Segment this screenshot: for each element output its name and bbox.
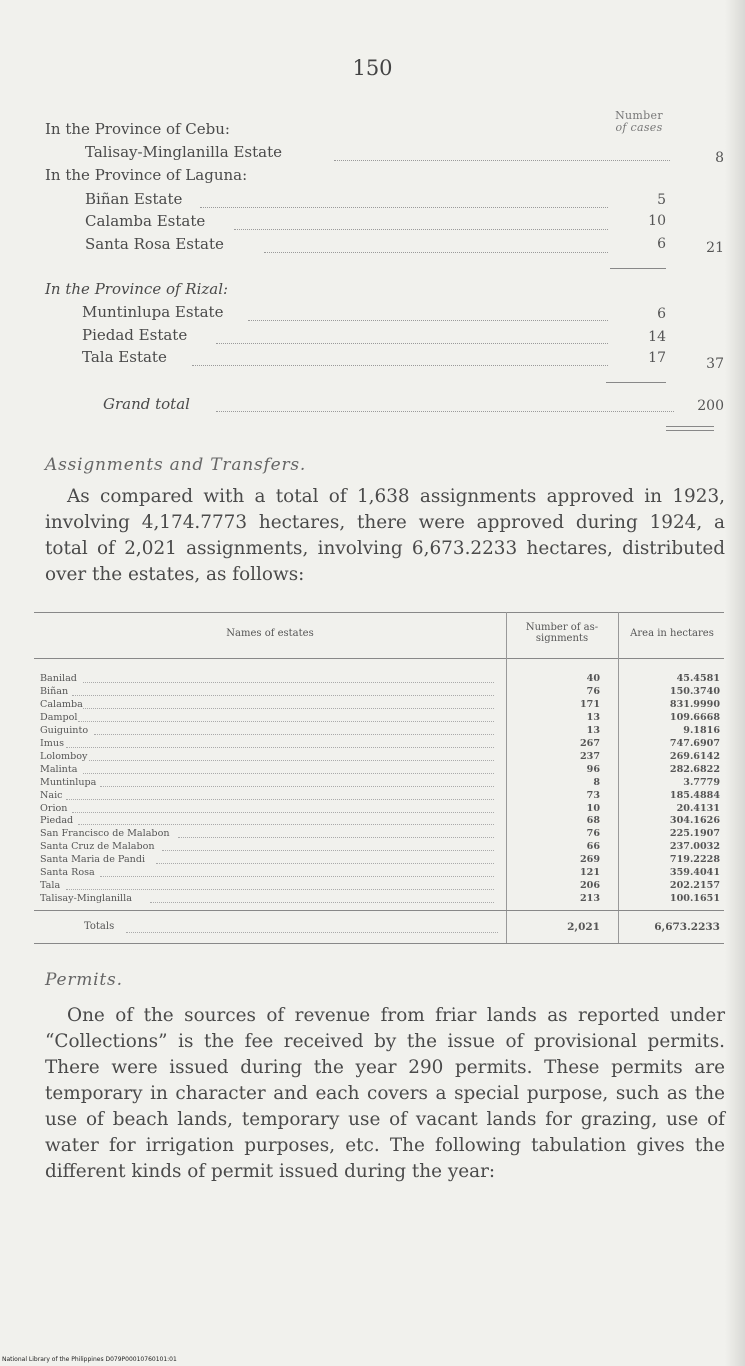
leader-dots xyxy=(334,160,670,161)
cases-header-line1: Number xyxy=(615,109,663,122)
table-row-estate-name: Muntinlupa xyxy=(40,776,97,788)
table-row-assignments: 267 xyxy=(579,737,600,749)
leader-dots xyxy=(100,876,494,877)
leader-dots xyxy=(66,799,494,800)
table-bottom-rule xyxy=(34,943,724,944)
table-header-area: Area in hectares xyxy=(630,628,714,639)
table-row-area: 747.6907 xyxy=(669,737,720,749)
estate-name: Santa Rosa Estate xyxy=(85,235,224,253)
estate-cases: 17 xyxy=(648,350,666,366)
table-row-area: 237.0032 xyxy=(669,841,720,853)
leader-dots xyxy=(100,786,494,787)
grand-total-rule xyxy=(666,426,714,427)
leader-dots xyxy=(162,850,494,851)
province-heading-cebu: In the Province of Cebu: xyxy=(45,120,230,138)
permits-paragraph xyxy=(45,1003,725,1213)
section-title-assignments: Assignments and Transfers. xyxy=(45,455,307,475)
estate-name: Calamba Estate xyxy=(85,212,206,230)
leader-dots xyxy=(178,837,494,838)
leader-dots xyxy=(234,229,608,230)
estate-name: Muntinlupa Estate xyxy=(82,303,224,321)
grand-total-label: Grand total xyxy=(103,395,190,413)
grand-total-rule xyxy=(666,430,714,431)
leader-dots xyxy=(72,695,494,696)
leader-dots xyxy=(89,760,494,761)
leader-dots xyxy=(78,721,494,722)
province-heading-laguna: In the Province of Laguna: xyxy=(45,166,248,184)
table-row-assignments: 96 xyxy=(586,763,600,775)
table-row-assignments: 66 xyxy=(586,841,600,853)
leader-dots xyxy=(83,708,494,709)
table-column-divider xyxy=(618,612,619,944)
table-header-rule xyxy=(34,658,724,659)
province-total: 8 xyxy=(715,150,724,166)
section-title-permits: Permits. xyxy=(45,970,123,990)
table-row-estate-name: Santa Rosa xyxy=(40,867,95,879)
table-row-estate-name: Imus xyxy=(40,737,64,749)
estate-cases: 14 xyxy=(648,329,666,345)
paragraph-text: As compared with a total of 1,638 assignments approved in 1923, involving 4,174.7773 hectares, there were approved during 1924, a total of 2,021 assignments, involving 6,673.2233 hectares, distributed over the estates, as follows: xyxy=(45,486,725,585)
leader-dots xyxy=(248,320,608,321)
table-row-assignments: 73 xyxy=(586,789,600,801)
assignments-paragraph xyxy=(45,484,725,590)
leader-dots xyxy=(66,889,494,890)
leader-dots xyxy=(72,812,494,813)
table-row-assignments: 13 xyxy=(586,724,600,736)
leader-dots xyxy=(66,747,494,748)
estate-cases: 10 xyxy=(648,213,666,229)
page-number: 150 xyxy=(352,56,393,80)
table-row-estate-name: Santa Cruz de Malabon xyxy=(40,841,155,853)
table-row-assignments: 13 xyxy=(586,711,600,723)
estate-name: Piedad Estate xyxy=(82,326,188,344)
table-row-area: 359.4041 xyxy=(669,867,720,879)
table-row-area: 9.1816 xyxy=(683,724,720,736)
table-row-estate-name: Tala xyxy=(40,880,61,892)
table-row-assignments: 40 xyxy=(586,673,600,684)
table-row-area: 719.2228 xyxy=(669,854,720,866)
table-top-rule xyxy=(34,612,724,613)
estate-name: Talisay-Minglanilla Estate xyxy=(85,143,283,161)
leader-dots xyxy=(83,773,494,774)
page-spine-shadow xyxy=(725,0,745,1366)
subtotal-rule xyxy=(610,268,666,269)
table-row-area: 185.4884 xyxy=(669,789,720,801)
table-column-divider xyxy=(506,612,507,944)
province-total: 21 xyxy=(706,240,724,256)
subtotal-rule xyxy=(606,382,666,383)
table-row-assignments: 171 xyxy=(579,698,600,710)
table-row-assignments: 8 xyxy=(593,776,600,788)
table-row-assignments: 68 xyxy=(586,815,600,827)
leader-dots xyxy=(126,932,498,933)
table-row-assignments: 76 xyxy=(586,685,600,697)
table-row-estate-name: Guiguinto xyxy=(40,724,89,736)
table-row-area: 269.6142 xyxy=(669,750,720,762)
table-totals-rule xyxy=(34,910,724,911)
table-row-area: 150.3740 xyxy=(669,685,720,697)
province-heading-rizal: In the Province of Rizal: xyxy=(45,280,229,298)
leader-dots xyxy=(192,365,608,366)
table-row-assignments: 76 xyxy=(586,828,600,840)
table-row-estate-name: Malinta xyxy=(40,763,78,775)
table-row-assignments: 206 xyxy=(579,880,600,892)
estate-name: Biñan Estate xyxy=(85,190,183,208)
leader-dots xyxy=(216,343,608,344)
totals-area: 6,673.2233 xyxy=(654,921,720,933)
leader-dots xyxy=(200,207,608,208)
province-total: 37 xyxy=(706,356,724,372)
leader-dots xyxy=(150,902,494,903)
totals-label: Totals xyxy=(84,921,115,932)
table-row-area: 225.1907 xyxy=(669,828,720,840)
table-row-estate-name: Banilad xyxy=(40,673,77,684)
table-header-estates: Names of estates xyxy=(226,628,314,639)
table-row-estate-name: San Francisco de Malabon xyxy=(40,828,170,840)
table-row-estate-name: Biñan xyxy=(40,685,69,697)
table-row-assignments: 269 xyxy=(579,854,600,866)
table-row-estate-name: Orion xyxy=(40,802,68,814)
totals-count: 2,021 xyxy=(567,921,600,933)
table-row-estate-name: Lolomboy xyxy=(40,750,88,762)
table-row-estate-name: Talisay-Minglanilla xyxy=(40,893,132,905)
table-row-area: 282.6822 xyxy=(669,763,720,775)
table-row-assignments: 213 xyxy=(579,893,600,905)
cases-header-line2: of cases xyxy=(615,121,663,134)
table-row-assignments: 10 xyxy=(586,802,600,814)
estates-table xyxy=(34,612,724,944)
leader-dots xyxy=(83,682,494,683)
scan-footer: National Library of the Philippines D079P00010760101:01 xyxy=(2,1356,177,1363)
estate-cases: 6 xyxy=(657,306,666,322)
table-row-estate-name: Naic xyxy=(40,789,63,801)
leader-dots xyxy=(156,863,494,864)
table-row-estate-name: Dampol xyxy=(40,711,78,723)
grand-total-value: 200 xyxy=(697,398,724,414)
table-row-area: 20.4131 xyxy=(676,802,720,814)
leader-dots xyxy=(264,252,608,253)
cases-column-header xyxy=(604,110,674,134)
leader-dots xyxy=(94,734,494,735)
table-row-area: 831.9990 xyxy=(669,698,720,710)
table-row-area: 100.1651 xyxy=(669,893,720,905)
paragraph-text: One of the sources of revenue from friar lands as reported under “Collections” is the fee received by the issue of provisional permits. There were issued during the year 290 permits. These permits are temporary in character and each covers a special purpose, such as the use of beach lands, temporary use of vacant lands for grazing, use of water for irrigation purposes, etc. The following tabulation gives the different kinds of permit issued during the year: xyxy=(45,1005,725,1182)
table-row-estate-name: Calamba xyxy=(40,698,83,710)
table-header-assignments: Number of as-signments xyxy=(525,622,599,644)
estate-name: Tala Estate xyxy=(82,348,167,366)
table-row-area: 45.4581 xyxy=(676,673,720,684)
table-row-area: 304.1626 xyxy=(669,815,720,827)
estate-cases: 5 xyxy=(657,192,666,208)
table-row-area: 3.7779 xyxy=(683,776,720,788)
table-row-estate-name: Piedad xyxy=(40,815,74,827)
leader-dots xyxy=(78,824,494,825)
table-row-estate-name: Santa Maria de Pandi xyxy=(40,854,146,866)
table-row-assignments: 121 xyxy=(579,867,600,879)
table-row-assignments: 237 xyxy=(579,750,600,762)
table-row-area: 109.6668 xyxy=(669,711,720,723)
leader-dots xyxy=(216,411,674,412)
table-row-area: 202.2157 xyxy=(669,880,720,892)
estate-cases: 6 xyxy=(657,236,666,252)
